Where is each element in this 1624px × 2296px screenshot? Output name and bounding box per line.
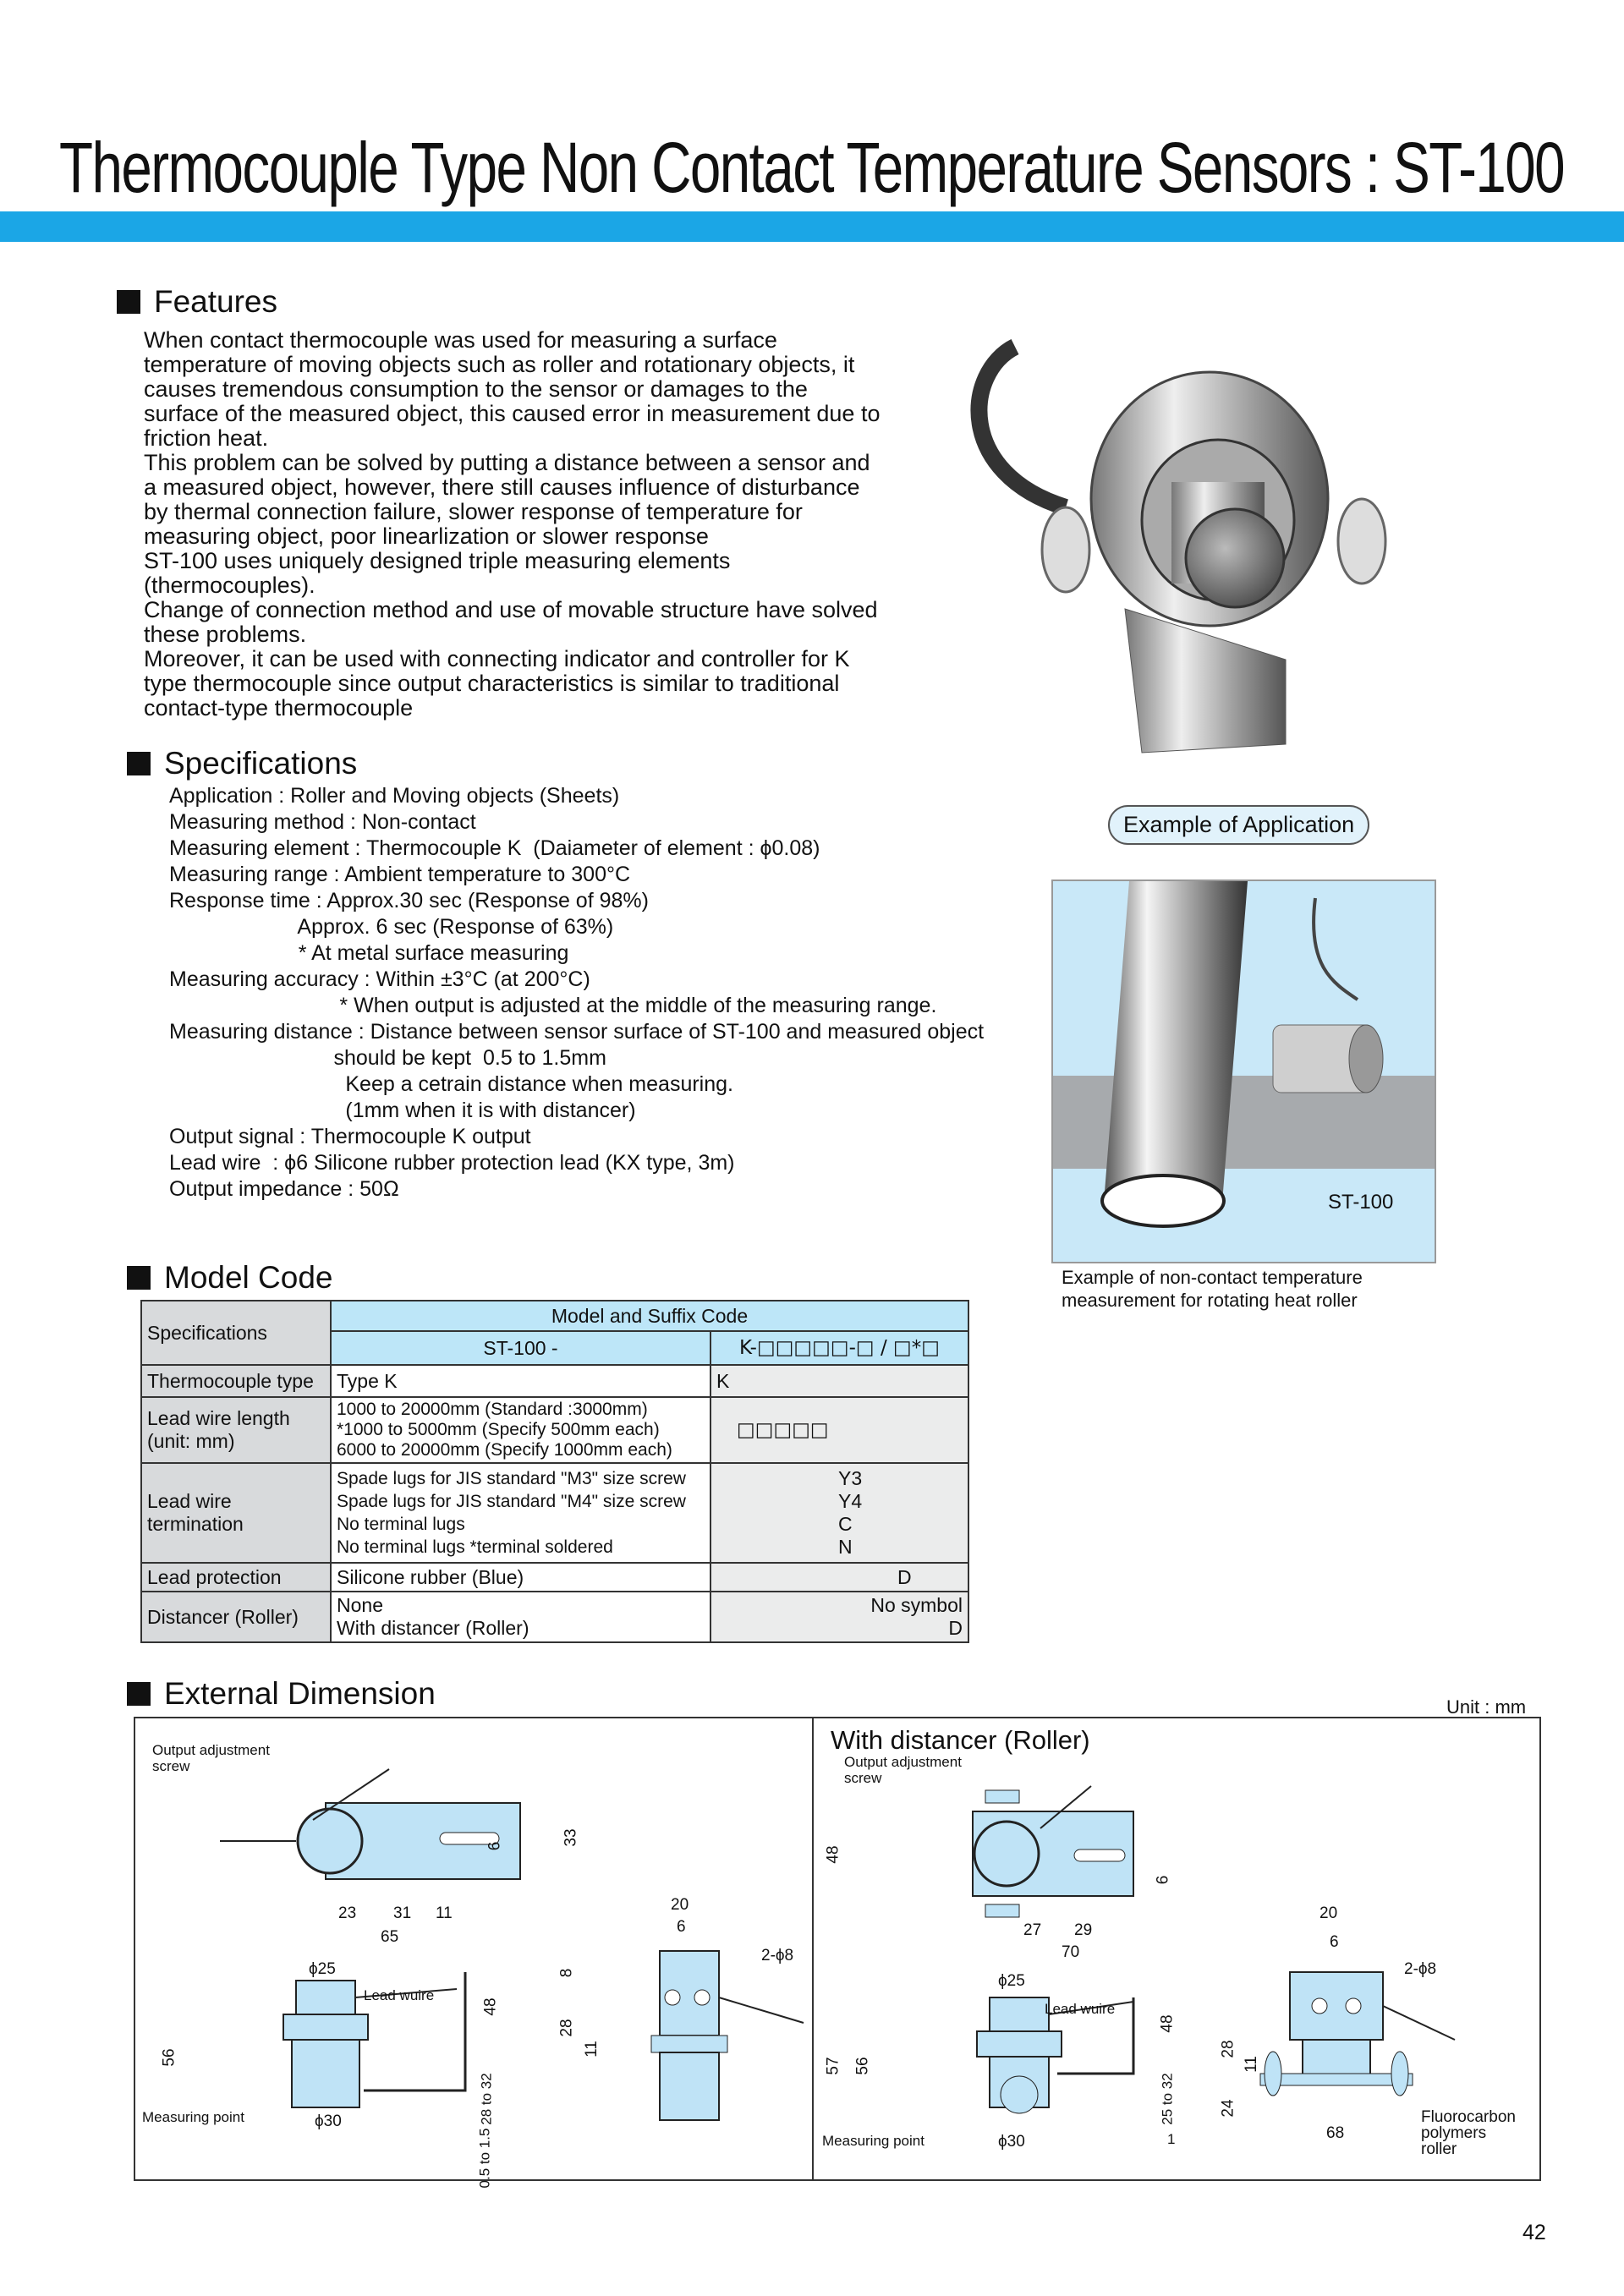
spec-line: Response time : Approx.30 sec (Response of 98%) xyxy=(169,889,649,912)
spec-line: Output signal : Thermocouple K output xyxy=(169,1125,531,1148)
dim-8: 8 xyxy=(557,1968,576,1978)
dim-6b: 6 xyxy=(677,1918,686,1936)
row-desc: Type K xyxy=(331,1365,710,1397)
spec-line: Measuring method : Non-contact xyxy=(169,810,476,834)
row-desc: Silicone rubber (Blue) xyxy=(331,1563,710,1592)
dim-11c: 11 xyxy=(1242,2056,1260,2073)
phi25-label: ϕ25 xyxy=(309,1960,336,1978)
dim-57: 57 xyxy=(824,2057,842,2075)
dim-48b: 48 xyxy=(824,1845,842,1864)
dim-1: 1 xyxy=(1167,2131,1176,2147)
output-adjustment-label: Output adjustment screw xyxy=(152,1742,270,1774)
model-code-heading: Model Code xyxy=(127,1260,333,1296)
lead-wire-label: Lead wuire xyxy=(364,1987,435,2003)
col-spec-header: Specifications xyxy=(141,1301,331,1365)
row-code: Y3 Y4 C N xyxy=(710,1463,968,1563)
row-code: No symbol D xyxy=(710,1592,968,1642)
dim-65: 65 xyxy=(381,1928,399,1946)
external-dimension-heading: External Dimension xyxy=(127,1676,436,1712)
spec-line: Measuring element : Thermocouple K (Daiameter of element : ϕ0.08) xyxy=(169,836,820,860)
dimension-frame xyxy=(134,1717,1541,2189)
dim-33: 33 xyxy=(562,1828,580,1847)
dim-68: 68 xyxy=(1326,2124,1345,2142)
dim-6c: 6 xyxy=(1154,1875,1172,1885)
row-code: D xyxy=(710,1563,968,1592)
application-illustration xyxy=(1051,879,1436,1263)
roller-title: With distancer (Roller) xyxy=(831,1725,1090,1755)
spec-line: Measuring accuracy : Within ±3°C (at 200°C) xyxy=(169,967,590,991)
dim-56: 56 xyxy=(160,2048,178,2067)
col-model-header: Model and Suffix Code xyxy=(331,1301,968,1331)
model-name: ST-100 - xyxy=(331,1331,710,1365)
phi30-label: ϕ30 xyxy=(315,2112,342,2130)
product-photo xyxy=(964,338,1404,770)
dim-31: 31 xyxy=(393,1904,412,1922)
phi8-label-2: 2-ϕ8 xyxy=(1404,1960,1437,1978)
spec-line: * When output is adjusted at the middle of the measuring range. xyxy=(169,994,937,1017)
st100-label: ST-100 xyxy=(1328,1191,1394,1214)
application-caption: Example of non-contact temperature measurement for rotating heat roller xyxy=(1062,1267,1363,1311)
dim-48c: 48 xyxy=(1158,2014,1177,2033)
row-spec: Thermocouple type xyxy=(141,1365,331,1397)
spec-line: Application : Roller and Moving objects (Sheets) xyxy=(169,784,620,808)
phi25-label-2: ϕ25 xyxy=(998,1972,1025,1990)
measuring-point-label: Measuring point xyxy=(142,2109,244,2125)
dim-25to32: 25 to 32 xyxy=(1159,2073,1176,2125)
spec-line: Output impedance : 50Ω xyxy=(169,1177,399,1201)
dim-56b: 56 xyxy=(853,2057,872,2075)
model-code-table xyxy=(140,1300,969,1643)
output-adjustment-label-2: Output adjustment screw xyxy=(844,1754,962,1786)
dim-24: 24 xyxy=(1219,2099,1237,2118)
unit-label: Unit : mm xyxy=(1446,1696,1527,1718)
spec-line: * At metal surface measuring xyxy=(169,941,569,965)
dim-27: 27 xyxy=(1023,1921,1042,1939)
dim-05to15: 0.5 to 1.5 xyxy=(476,2128,493,2189)
dim-20b: 20 xyxy=(1320,1904,1338,1922)
row-desc: 1000 to 20000mm (Standard :3000mm) *1000 to 5000mm (Specify 500mm each) 6000 to 20000mm (Specify 1000mm each) xyxy=(331,1397,710,1463)
dim-29: 29 xyxy=(1074,1921,1093,1939)
dim-11b: 11 xyxy=(582,2041,601,2058)
features-text: When contact thermocouple was used for measuring a surface temperature of moving objects such as roller and rotationary objects, it causes tremendous consumption to the sensor or damages to the surface of the measured object, this caused error in measurement due to friction heat. This problem can be solved by putting a distance between a sensor and a measured object, however, there still causes influence of disturbance by thermal connection failure, slower response of temperature for measuring object, poor linearlization or slower response ST-100 uses uniquely designed triple measuring elements (thermocouples). Change of connection method and use of movable structure have solved these problems. Moreover, it can be used with connecting indicator and controller for K type thermocouple since output characteristics is similar to traditional contact-type thermocouple xyxy=(144,327,881,721)
dim-70: 70 xyxy=(1062,1943,1080,1961)
specifications-heading: Specifications xyxy=(127,746,357,781)
row-desc: None With distancer (Roller) xyxy=(331,1592,710,1642)
row-desc: Spade lugs for JIS standard "M3" size screw Spade lugs for JIS standard "M4" size screw No terminal lugs No terminal lugs *terminal soldered xyxy=(331,1463,710,1563)
phi30-label-2: ϕ30 xyxy=(998,2133,1025,2151)
page-number: 42 xyxy=(1522,2221,1546,2244)
row-spec: Lead wire termination xyxy=(141,1463,331,1563)
dim-48: 48 xyxy=(481,1997,500,2016)
dim-6d: 6 xyxy=(1330,1933,1339,1951)
dim-6: 6 xyxy=(486,1841,504,1851)
phi8-label: 2-ϕ8 xyxy=(761,1947,794,1964)
spec-line: (1mm when it is with distancer) xyxy=(169,1099,636,1122)
lead-wire-label-2: Lead wuire xyxy=(1045,2001,1116,2017)
row-spec: Lead protection xyxy=(141,1563,331,1592)
spec-line: Measuring range : Ambient temperature to 300°C xyxy=(169,863,631,886)
page-title: Thermocouple Type Non Contact Temperature Sensors : ST-100 xyxy=(59,128,1565,207)
application-badge: Example of Application xyxy=(1108,805,1369,845)
spec-line: Lead wire : ϕ6 Silicone rubber protection lead (KX type, 3m) xyxy=(169,1151,735,1175)
dim-23: 23 xyxy=(338,1904,357,1922)
row-code: □□□□□ xyxy=(710,1397,968,1463)
suffix-code: K-□□□□□-□ / □*□ xyxy=(710,1331,968,1365)
dim-28b: 28 xyxy=(1219,2040,1237,2058)
dim-28to32: 28 to 32 xyxy=(478,2073,495,2125)
dim-28: 28 xyxy=(557,2019,576,2037)
dim-20: 20 xyxy=(671,1896,689,1914)
measuring-point-label-2: Measuring point xyxy=(822,2133,924,2149)
fluorocarbon-roller-label: Fluorocarbon polymers roller xyxy=(1421,2108,1516,2158)
spec-line: Measuring distance : Distance between sensor surface of ST-100 and measured object xyxy=(169,1020,985,1044)
spec-line: Approx. 6 sec (Response of 63%) xyxy=(169,915,614,939)
row-code: K xyxy=(710,1365,968,1397)
row-spec: Distancer (Roller) xyxy=(141,1592,331,1642)
spec-line: should be kept 0.5 to 1.5mm xyxy=(169,1046,606,1070)
dim-11: 11 xyxy=(436,1904,453,1922)
title-bar xyxy=(0,211,1624,242)
row-spec: Lead wire length (unit: mm) xyxy=(141,1397,331,1463)
spec-list xyxy=(169,783,984,1203)
spec-line: Keep a cetrain distance when measuring. xyxy=(169,1072,733,1096)
features-heading: Features xyxy=(117,284,277,320)
